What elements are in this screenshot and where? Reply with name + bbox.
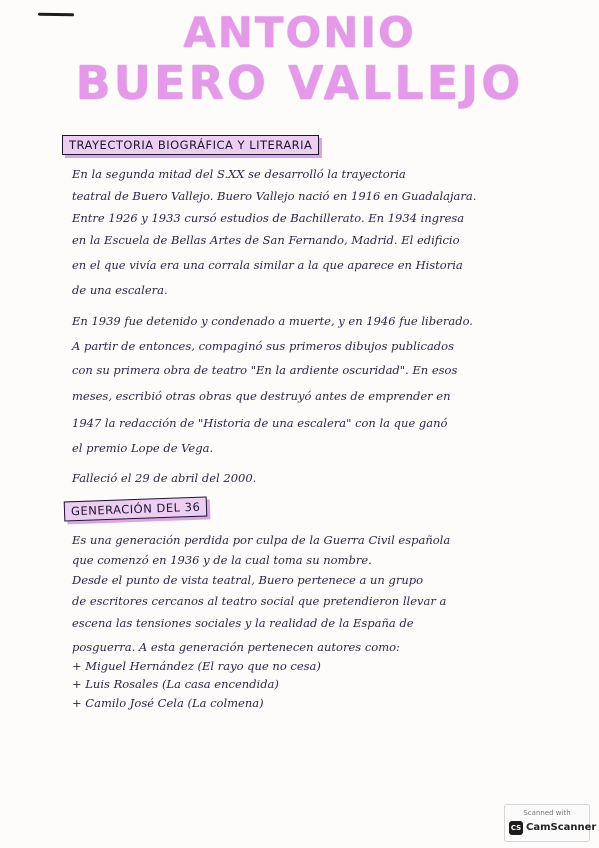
text-line: que comenzó en 1936 y de la cual toma su nombre. (72, 553, 372, 567)
camscanner-logo-icon: CS (509, 821, 523, 835)
text-line: en la Escuela de Bellas Artes de San Fernando, Madrid. El edificio (72, 233, 460, 247)
list-item: + Luis Rosales (La casa encendida) (72, 677, 279, 691)
watermark-brand: CamScanner (526, 822, 597, 833)
text-line: de una escalera. (72, 283, 168, 297)
text-line: A partir de entonces, compaginó sus primeros dibujos publicados (72, 339, 454, 353)
text-line: posguerra. A esta generación pertenecen autores como: (72, 640, 400, 654)
text-line: Entre 1926 y 1933 cursó estudios de Bachillerato. En 1934 ingresa (72, 211, 465, 225)
text-line: teatral de Buero Vallejo. Buero Vallejo nació en 1916 en Guadalajara. (72, 189, 477, 203)
text-line: 1947 la redacción de "Historia de una escalera" con la que ganó (72, 416, 448, 430)
text-line: con su primera obra de teatro "En la ardiente oscuridad". En esos (72, 363, 458, 377)
text-line: en el que vivía era una corrala similar a la que aparece en Historia (72, 258, 463, 272)
text-line: el premio Lope de Vega. (72, 441, 214, 455)
text-line: Es una generación perdida por culpa de la Guerra Civil española (72, 533, 451, 547)
section-heading-generacion: GENERACIÓN DEL 36 (64, 497, 208, 522)
list-item: + Miguel Hernández (El rayo que no cesa) (72, 659, 321, 673)
watermark-caption: Scanned with (523, 809, 571, 817)
text-line: Desde el punto de vista teatral, Buero pertenece a un grupo (72, 573, 424, 587)
section-heading-trayectoria: TRAYECTORIA BIOGRÁFICA Y LITERARIA (62, 135, 319, 155)
text-line: escena las tensiones sociales y la realidad de la España de (72, 616, 414, 630)
title-first-name: ANTONIO (183, 8, 416, 57)
text-line: Falleció el 29 de abril del 2000. (72, 471, 257, 485)
title-last-name: BUERO VALLEJO (75, 56, 524, 110)
text-line: En 1939 fue detenido y condenado a muerte, y en 1946 fue liberado. (72, 314, 473, 328)
camscanner-watermark (504, 804, 597, 842)
text-line: de escritores cercanos al teatro social que pretendieron llevar a (72, 594, 447, 608)
text-line: En la segunda mitad del S.XX se desarrolló la trayectoria (72, 167, 406, 181)
list-item: + Camilo José Cela (La colmena) (72, 696, 264, 710)
text-line: meses, escribió otras obras que destruyó antes de emprender en (72, 389, 451, 403)
